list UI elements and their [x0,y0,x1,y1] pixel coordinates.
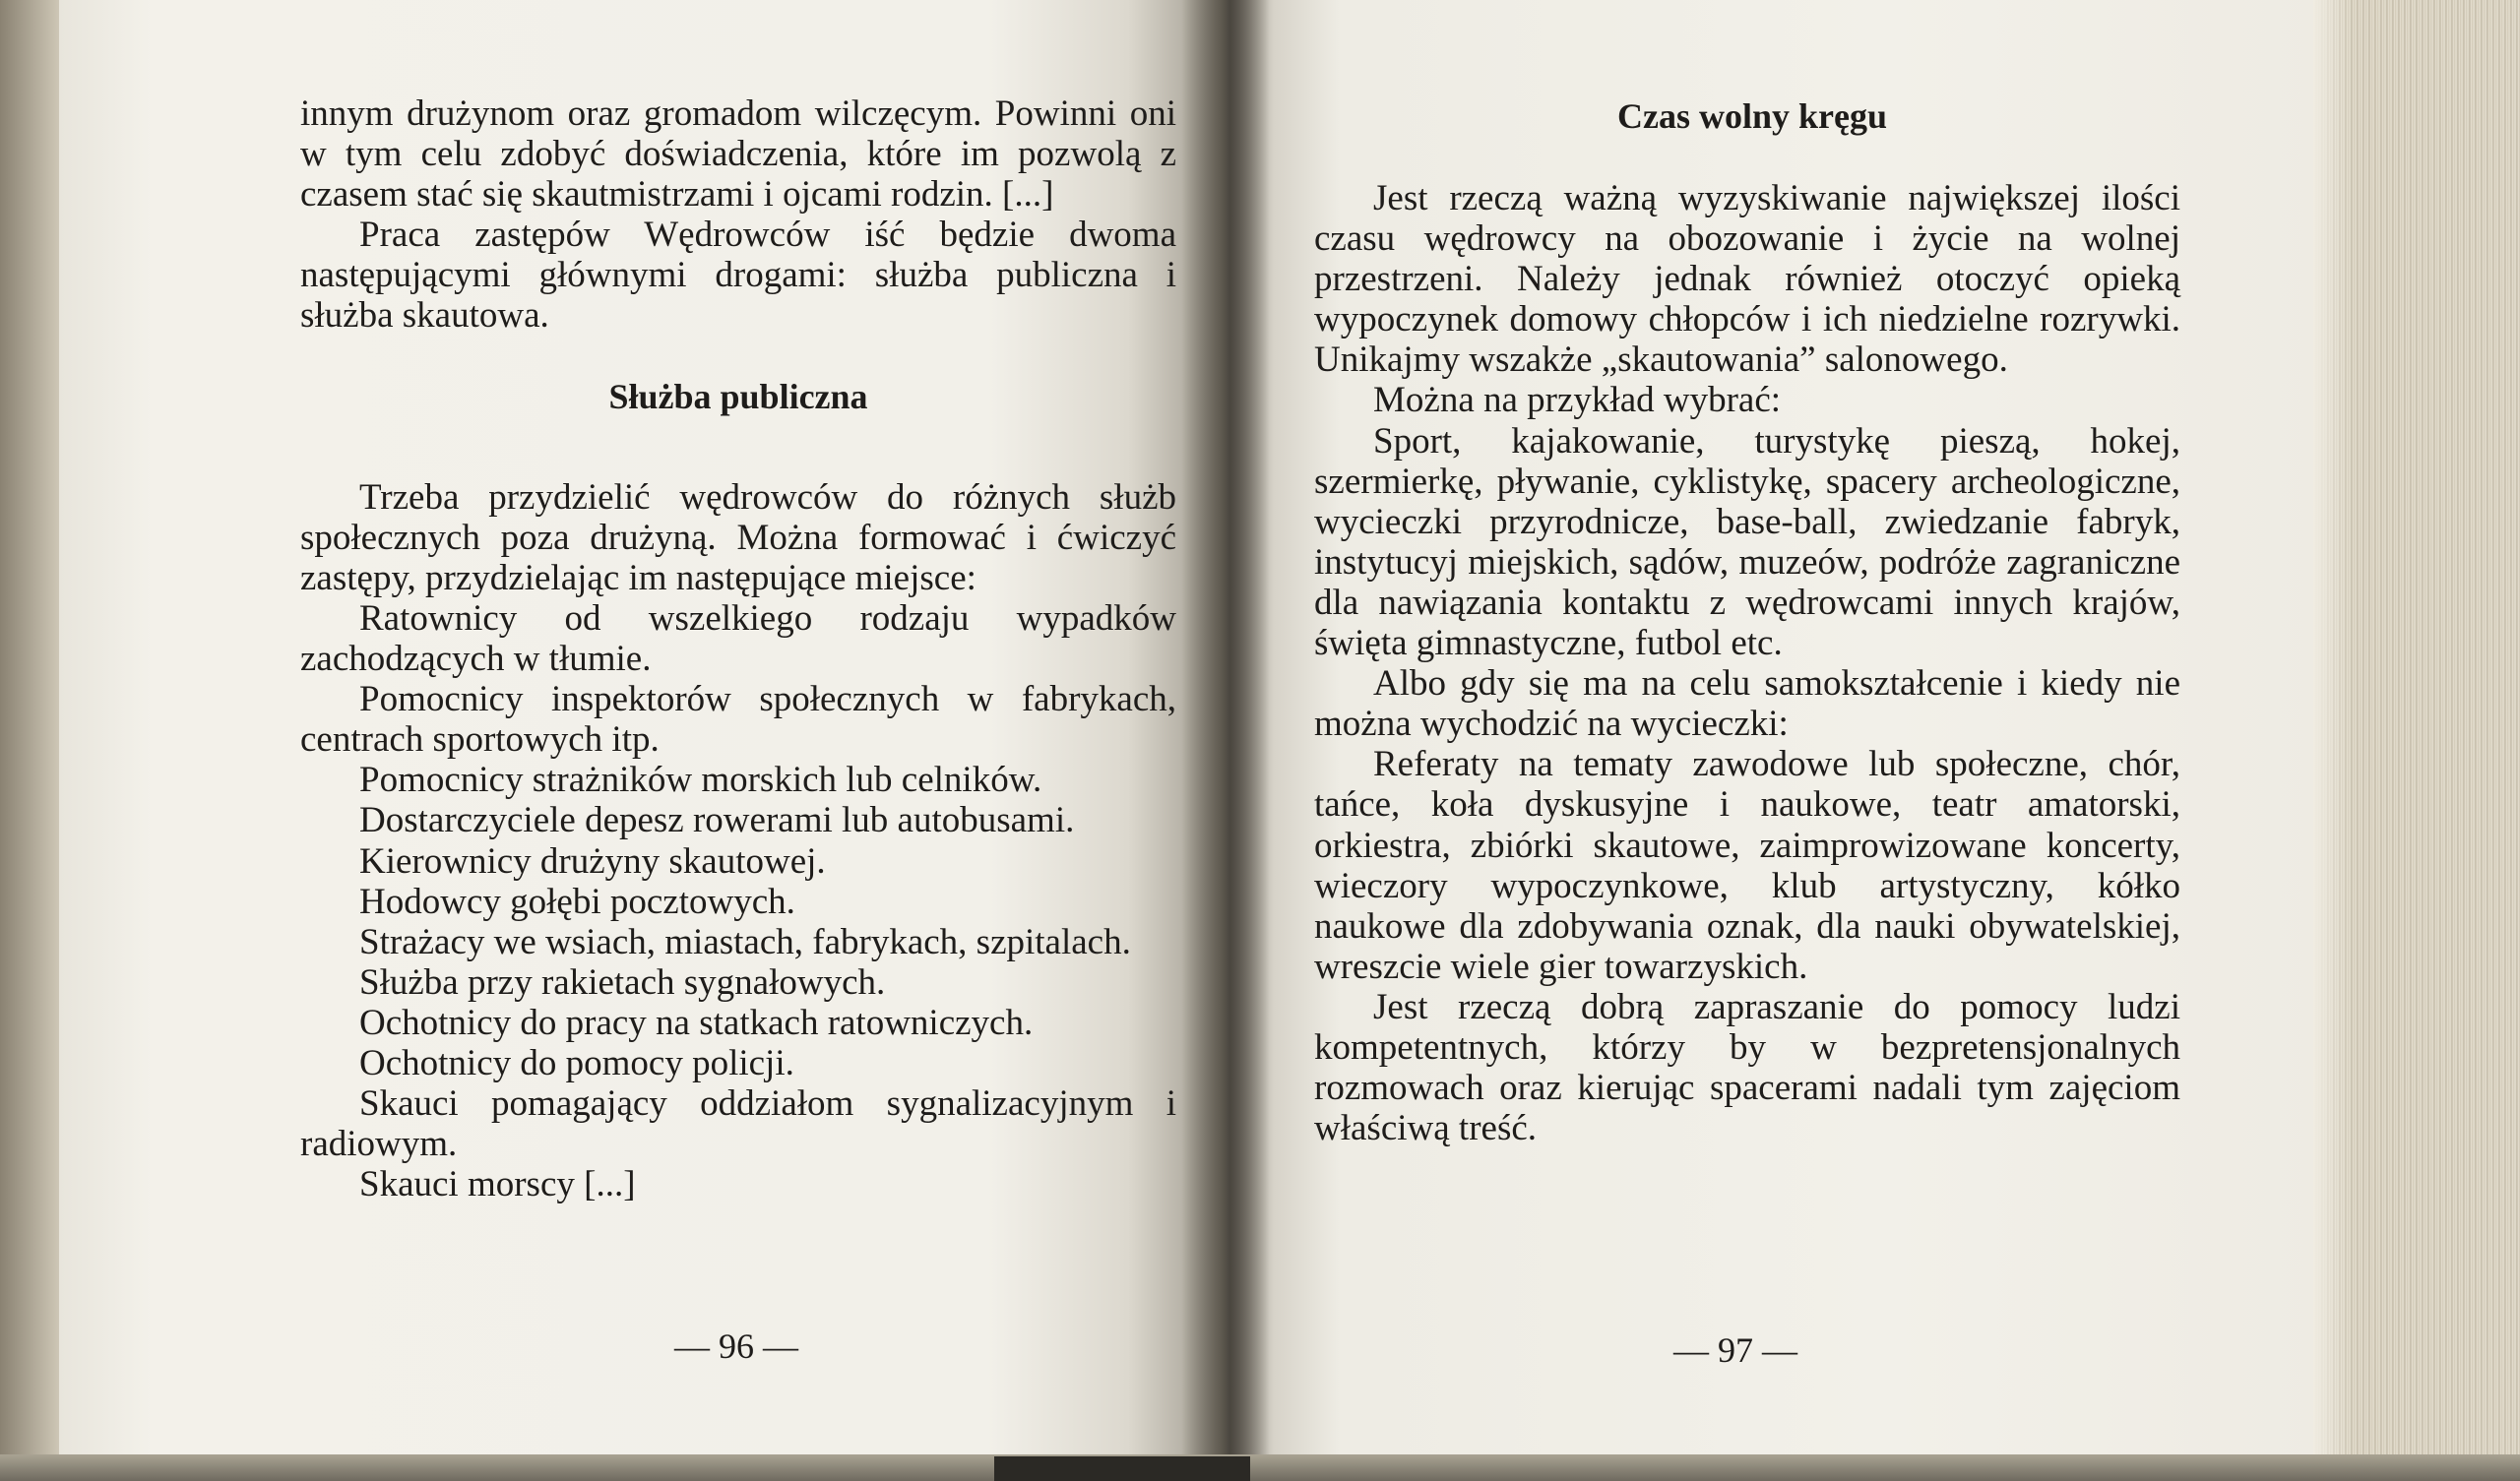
paragraph: Albo gdy się ma na celu samokształcenie i kiedy nie można wychodzić na wycieczki: [1314,663,2180,745]
paragraph: Jest rzeczą ważną wyzyskiwanie największej ilości czasu wędrowcy na obozowanie i życie na wolnej przestrzeni. Należy jednak również otoczyć opieką wypoczynek domowy chłopców i ich niedzielne rozrywki. Unikajmy wszakże „skautowania” salonowego. [1314,178,2180,381]
list-item: Hodowcy gołębi pocztowych. [359,881,795,922]
page-title: Czas wolny kręgu [1616,96,1887,136]
list-item: Skauci morscy [...] [359,1164,636,1205]
section-heading: Służba publiczna [608,376,868,416]
paragraph: innym drużynom oraz gromadom wilczęcym. Powinni oni w tym celu zdobyć doświadczenia, które im pozwolą z czasem stać się skautmistrzami i ojcami rodzin. [...] [300,93,1176,216]
page-edges [2313,0,2520,1481]
bottom-edge [0,1454,2520,1481]
list-item: Ochotnicy do pomocy policji. [359,1042,794,1083]
paragraph: Trzeba przydzielić wędrowców do różnych służb społecznych poza drużyną. Można formować i ćwiczyć zastępy, przydzielając im następujące miejsce: [300,476,1176,598]
list-item: Kierownicy drużyny skautowej. [359,840,826,882]
book-gutter [1181,0,1270,1456]
page-number-right: — 97 — [1673,1330,1797,1370]
list-item: Strażacy we wsiach, miastach, fabrykach, szpitalach. [359,921,1131,962]
paragraph: Referaty na tematy zawodowe lub społeczne, chór, tańce, koła dyskusyjne i naukowe, teatr amatorski, orkiestra, zbiórki skautowe, zaimprowizowane koncerty, wieczory wypoczynkowe, klub artystyczny, kółko naukowe dla zdobywania oznak, dla nauki obywatelskiej, wreszcie wiele gier towarzyskich. [1314,744,2180,987]
spine-shadow [994,1456,1250,1481]
list-item: Ratownicy od wszelkiego rodzaju wypadków zachodzących w tłumie. [300,597,1176,680]
list-item: Ochotnicy do pracy na statkach ratowniczych. [359,1002,1034,1043]
page-number-left: — 96 — [674,1327,798,1366]
paragraph: Sport, kajakowanie, turystykę pieszą, hokej, szermierkę, pływanie, cyklistykę, spacery archeologiczne, wycieczki przyrodnicze, base-ball, zwiedzanie fabryk, instytucyj miejskich, sądów, muzeów, podróże zagraniczne dla nawiązania kontaktu z wędrowcami innych krajów, święta gimnastyczne, futbol etc. [1314,420,2180,664]
paragraph: Praca zastępów Wędrowców iść będzie dwoma następującymi głównymi drogami: służba publiczna i służba skautowa. [300,215,1176,337]
right-page-text [1314,178,2180,1148]
list-item: Pomocnicy inspektorów społecznych w fabrykach, centrach sportowych itp. [300,679,1176,761]
left-page-text [300,93,1176,1204]
list-item: Służba przy rakietach sygnałowych. [359,961,886,1003]
paragraph: Jest rzeczą dobrą zapraszanie do pomocy ludzi kompetentnych, którzy by w bezpretensjonalnych rozmowach oraz kierując spacerami nadali tym zajęciom właściwą treść. [1314,986,2180,1149]
paragraph: Można na przykład wybrać: [1373,380,1782,421]
list-item: Pomocnicy strażników morskich lub celników. [359,760,1042,801]
list-item: Dostarczyciele depesz rowerami lub autobusami. [359,800,1075,841]
list-item: Skauci pomagający oddziałom sygnalizacyjnym i radiowym. [300,1083,1176,1165]
